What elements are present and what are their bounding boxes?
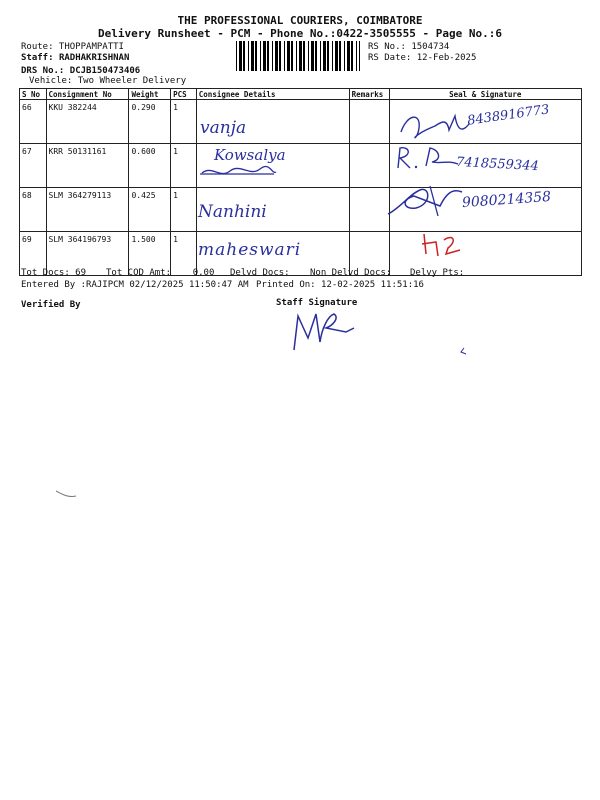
col-weight-header: Weight: [129, 89, 171, 100]
cell-weight: 0.600: [129, 144, 171, 188]
stray-mark: [54, 488, 78, 502]
barcode-bar: [344, 41, 345, 71]
cell-remarks: [349, 100, 389, 144]
cell-weight: 0.425: [129, 188, 171, 232]
barcode-bar: [287, 41, 290, 71]
barcode-bar: [279, 41, 281, 71]
cell-pcs: 1: [171, 232, 197, 276]
delvy-pts: Delvy Pts:: [410, 268, 465, 278]
col-sno-header: S No: [20, 89, 47, 100]
barcode-bar: [311, 41, 314, 71]
cell-pcs: 1: [171, 100, 197, 144]
cell-sno: 69: [20, 232, 47, 276]
handwritten-name-67: Kowsalya: [214, 146, 286, 164]
cell-weight: 0.290: [129, 100, 171, 144]
barcode-bar: [251, 41, 254, 71]
barcode-bar: [267, 41, 269, 71]
drs-label: DRS No.:: [21, 66, 65, 76]
cell-consignment: SLM 364279113: [46, 188, 129, 232]
barcode-bar: [356, 41, 357, 71]
handwritten-name-69: maheswari: [198, 240, 302, 260]
barcode-bar: [332, 41, 333, 71]
stray-mark: [458, 346, 468, 356]
drs-number: DCJB150473406: [69, 66, 141, 76]
barcode-bar: [296, 41, 297, 71]
vehicle-label: Vehicle: Two Wheeler Delivery: [29, 76, 187, 86]
barcode-bar: [320, 41, 321, 71]
barcode-bar: [347, 41, 350, 71]
col-remarks-header: Remarks: [349, 89, 389, 100]
barcode-bar: [272, 41, 273, 71]
barcode-bar: [291, 41, 293, 71]
barcode-bar: [299, 41, 302, 71]
cell-sno: 67: [20, 144, 47, 188]
col-consignee-header: Consignee Details: [196, 89, 349, 100]
tot-cod-amt: Tot COD Amt: 0.00: [106, 268, 215, 278]
barcode-bar: [255, 41, 257, 71]
phone-68: 9080214358: [461, 188, 552, 212]
delvd-docs: Delvd Docs:: [230, 268, 290, 278]
signature-67: [392, 142, 462, 174]
barcode-bar: [239, 41, 242, 71]
barcode-bar: [335, 41, 338, 71]
barcode-image: [236, 41, 360, 71]
staff-signature-label: Staff Signature: [276, 298, 358, 308]
rs-number: RS No.: 1504734: [368, 42, 450, 52]
barcode-bar: [260, 41, 261, 71]
barcode-bar: [275, 41, 278, 71]
barcode-bar: [359, 41, 360, 71]
col-seal-header: Seal & Signature: [389, 89, 581, 100]
rs-date: RS Date: 12-Feb-2025: [368, 53, 477, 63]
phone-66: 8438916773: [466, 102, 551, 129]
barcode-bar: [327, 41, 329, 71]
struck-out-scribble: [198, 163, 278, 183]
barcode-bar: [303, 41, 305, 71]
cell-consignment: SLM 364196793: [46, 232, 129, 276]
barcode-bar: [308, 41, 309, 71]
printed-on: Printed On: 12-02-2025 11:51:16: [256, 280, 424, 290]
entered-by: Entered By :RAJIPCM 02/12/2025 11:50:47 AM: [21, 280, 249, 290]
cell-sno: 68: [20, 188, 47, 232]
handwritten-name-66: vanja: [200, 118, 247, 138]
cell-pcs: 1: [171, 144, 197, 188]
cell-consignment: KKU 382244: [46, 100, 129, 144]
route-label: Route: THOPPAMPATTI: [21, 42, 124, 52]
staff-label: Staff:: [21, 53, 54, 63]
company-title: THE PROFESSIONAL COURIERS, COIMBATORE: [177, 14, 423, 27]
drs-row: [21, 66, 140, 76]
barcode-bar: [284, 41, 285, 71]
staff-row: [21, 53, 129, 63]
phone-67: 7418559344: [455, 154, 540, 175]
barcode-bar: [263, 41, 266, 71]
col-consignment-header: Consignment No: [46, 89, 129, 100]
barcode-bar: [248, 41, 249, 71]
non-delvd-docs: Non Delvd Docs:: [310, 268, 392, 278]
signature-69: [418, 230, 468, 258]
cell-consignment: KRR 50131161: [46, 144, 129, 188]
staff-name: RADHAKRISHNAN: [58, 53, 130, 63]
cell-pcs: 1: [171, 188, 197, 232]
runsheet-title: Delivery Runsheet - PCM - Phone No.:0422-3505555 - Page No.:6: [98, 27, 502, 40]
barcode-bar: [351, 41, 353, 71]
tot-docs: Tot Docs: 69: [21, 268, 87, 278]
verified-by: Verified By: [21, 300, 81, 310]
barcode-bar: [315, 41, 317, 71]
cell-weight: 1.500: [129, 232, 171, 276]
signature-68: [380, 180, 470, 220]
barcode-bar: [339, 41, 341, 71]
barcode-bar: [236, 41, 237, 71]
signature-66: [395, 108, 475, 142]
barcode-bar: [243, 41, 245, 71]
barcode-bar: [323, 41, 326, 71]
handwritten-name-68: Nanhini: [198, 202, 267, 222]
staff-signature: [288, 308, 358, 354]
table-header-row: [20, 89, 582, 100]
col-pcs-header: PCS: [171, 89, 197, 100]
cell-sno: 66: [20, 100, 47, 144]
